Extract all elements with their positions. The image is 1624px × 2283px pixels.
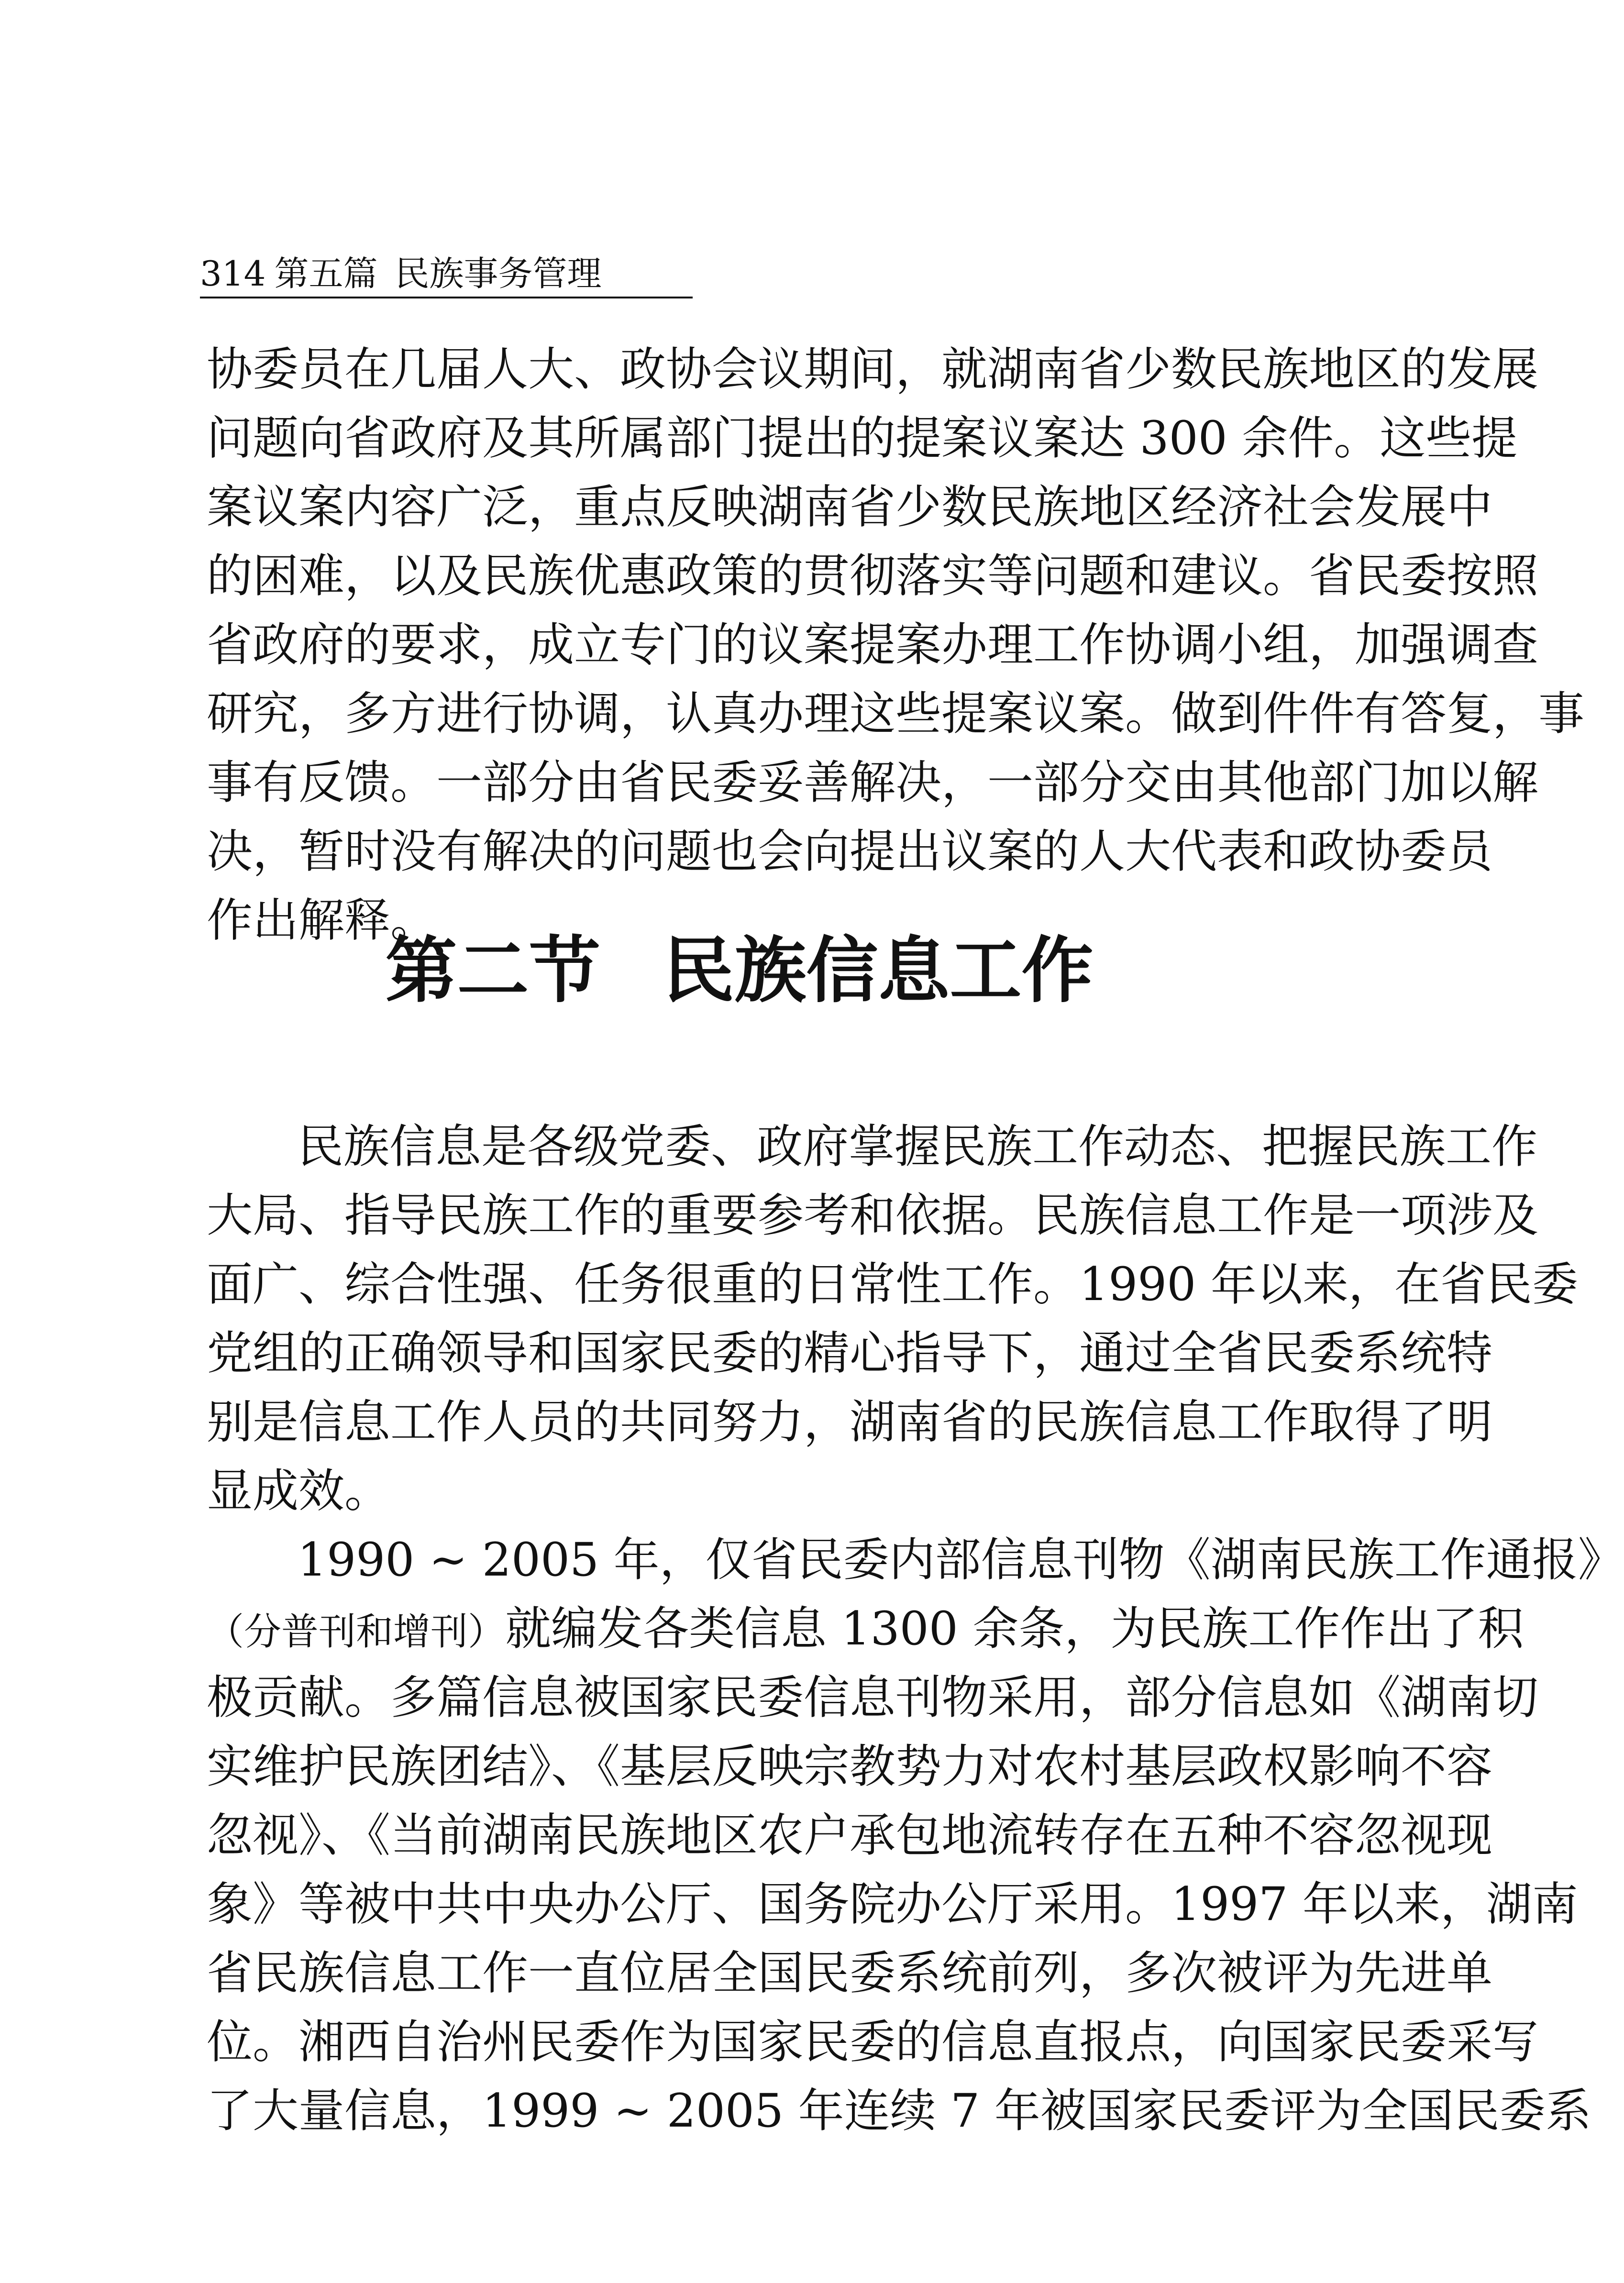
text-line: 实维护民族团结》、《基层反映宗教势力对农村基层政权影响不容 <box>207 1740 1492 1793</box>
part-title: 民族事务管理 <box>395 254 602 294</box>
text-line: 问题向省政府及其所属部门提出的提案议案达 300 余件。这些提 <box>207 411 1518 465</box>
text-span: 就编发各类信息 1300 余条，为民族工作作出了积 <box>505 1602 1524 1655</box>
text-line: 面广、综合性强、任务很重的日常性工作。1990 年以来，在省民委 <box>207 1257 1578 1311</box>
part-label: 第五篇 <box>274 254 378 294</box>
text-line: 决，暂时没有解决的问题也会向提出议案的人大代表和政协委员 <box>207 825 1492 878</box>
text-line: 民族信息是各级党委、政府掌握民族工作动态、把握民族工作 <box>298 1120 1537 1173</box>
text-line: 了大量信息，1999 ~ 2005 年连续 7 年被国家民委评为全国民委系 <box>207 2084 1591 2138</box>
text-line: 大局、指导民族工作的重要参考和依据。民族信息工作是一项涉及 <box>207 1189 1538 1242</box>
paragraph-1 <box>207 1112 1578 1525</box>
note-text: （分普刊和增刊） <box>207 1610 506 1654</box>
text-line: 1990 ~ 2005 年，仅省民委内部信息刊物《湖南民族工作通报》 <box>298 1533 1624 1587</box>
text-line: 显成效。 <box>207 1464 390 1518</box>
section-heading <box>0 923 1479 1019</box>
text-line: 省民族信息工作一直位居全国民委系统前列，多次被评为先进单 <box>207 1946 1492 2000</box>
text-line: 别是信息工作人员的共同努力，湖南省的民族信息工作取得了明 <box>207 1395 1492 1449</box>
text-line: 省政府的要求，成立专门的议案提案办理工作协调小组，加强调查 <box>207 618 1538 672</box>
intro-paragraph <box>207 335 1584 955</box>
text-line: 案议案内容广泛，重点反映湖南省少数民族地区经济社会发展中 <box>207 480 1492 534</box>
text-line: 事有反馈。一部分由省民委妥善解决，一部分交由其他部门加以解 <box>207 756 1538 809</box>
text-line: 忽视》、《当前湖南民族地区农户承包地流转存在五种不容忽视现 <box>207 1809 1492 1862</box>
text-line: 作出解释。 <box>207 893 436 947</box>
running-header <box>200 251 693 298</box>
text-line: 象》等被中共中央办公厅、国务院办公厅采用。1997 年以来，湖南 <box>207 1877 1578 1931</box>
text-line: 协委员在几届人大、政协会议期间，就湖南省少数民族地区的发展 <box>207 342 1538 396</box>
text-line: 极贡献。多篇信息被国家民委信息刊物采用，部分信息如《湖南切 <box>207 1671 1538 1724</box>
text-line: 研究，多方进行协调，认真办理这些提案议案。做到件件有答复，事 <box>207 687 1584 740</box>
section-number: 第二节 <box>385 929 601 1013</box>
text-line: 的困难，以及民族优惠政策的贯彻落实等问题和建议。省民委按照 <box>207 549 1538 603</box>
paragraph-2 <box>207 1525 1624 2145</box>
section-title: 民族信息工作 <box>663 929 1094 1013</box>
text-line <box>207 1594 1524 1663</box>
text-line: 党组的正确领导和国家民委的精心指导下，通过全省民委系统特 <box>207 1326 1492 1380</box>
text-line: 位。湘西自治州民委作为国家民委的信息直报点，向国家民委采写 <box>207 2015 1538 2069</box>
page-number: 314 <box>200 254 266 294</box>
